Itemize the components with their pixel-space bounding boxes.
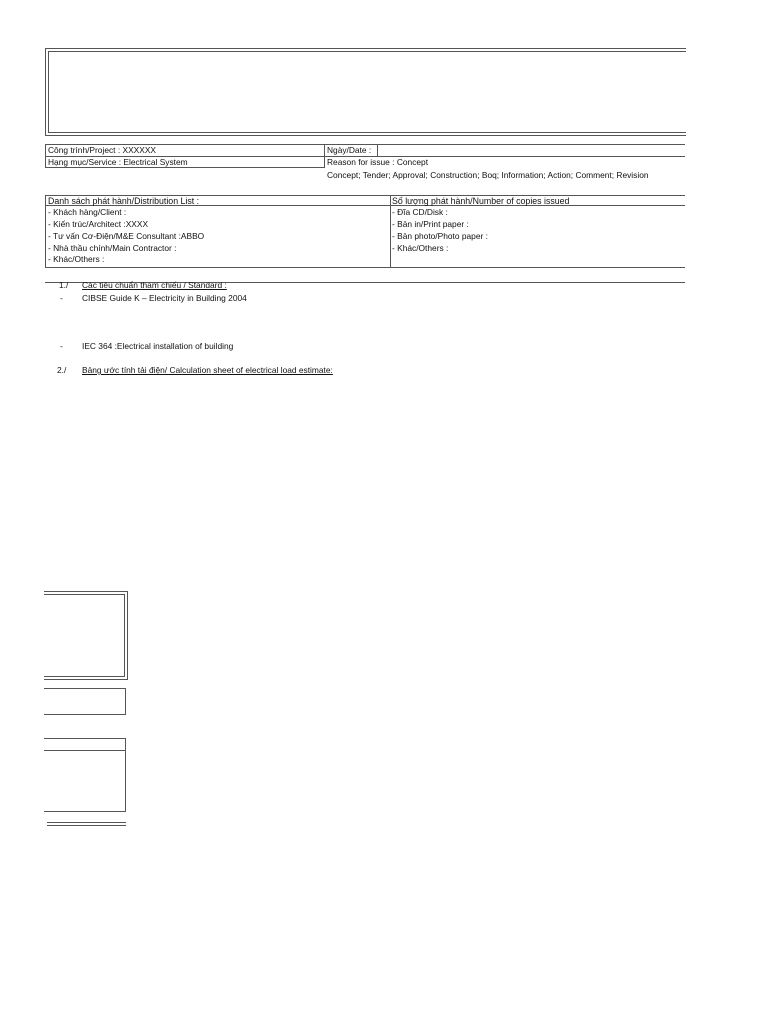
distribution-item: - Tư vấn Cơ-Điện/M&E Consultant :ABBO: [48, 231, 205, 241]
standard-item: IEC 364 :Electrical installation of building: [82, 341, 234, 351]
table-fragment-b: [44, 688, 126, 715]
section-2-number: 2./: [57, 365, 67, 375]
date-label: Ngày/Date :: [327, 145, 372, 155]
distribution-title: Danh sách phát hành/Distribution List :: [48, 196, 200, 206]
copies-item: - Khác/Others :: [392, 243, 449, 253]
standard-item: CIBSE Guide K – Electricity in Building 2004: [82, 293, 247, 303]
distribution-item: - Nhà thầu chính/Main Contractor :: [48, 243, 177, 253]
section-1-title: Các tiêu chuẩn tham chiếu / Standard :: [82, 280, 227, 290]
reason-options: Concept; Tender; Approval; Construction; Boq; Information; Action; Comment; Revision: [327, 170, 649, 180]
copies-item: - Bản in/Print paper :: [392, 219, 469, 229]
distribution-item: - Kiến trúc/Architect :XXXX: [48, 219, 149, 229]
header-box-inner: [48, 51, 686, 133]
copies-item: - Bản photo/Photo paper :: [392, 231, 488, 241]
copies-title: Số lượng phát hành/Number of copies issued: [392, 196, 570, 206]
section-1-number: 1./: [59, 280, 69, 290]
copies-item: - Đĩa CD/Disk :: [392, 207, 448, 217]
standard-bullet: -: [60, 293, 63, 303]
distribution-item: - Khách hàng/Client :: [48, 207, 127, 217]
project-name: Công trình/Project : XXXXXX: [48, 145, 156, 155]
reason-for-issue: Reason for issue : Concept: [327, 157, 429, 167]
service-name: Hạng mục/Service : Electrical System: [48, 157, 188, 167]
section-2-title: Bảng ước tính tải điện/ Calculation sheet of electrical load estimate:: [82, 365, 333, 375]
standard-bullet: -: [60, 341, 63, 351]
distribution-item: - Khác/Others :: [48, 254, 105, 264]
